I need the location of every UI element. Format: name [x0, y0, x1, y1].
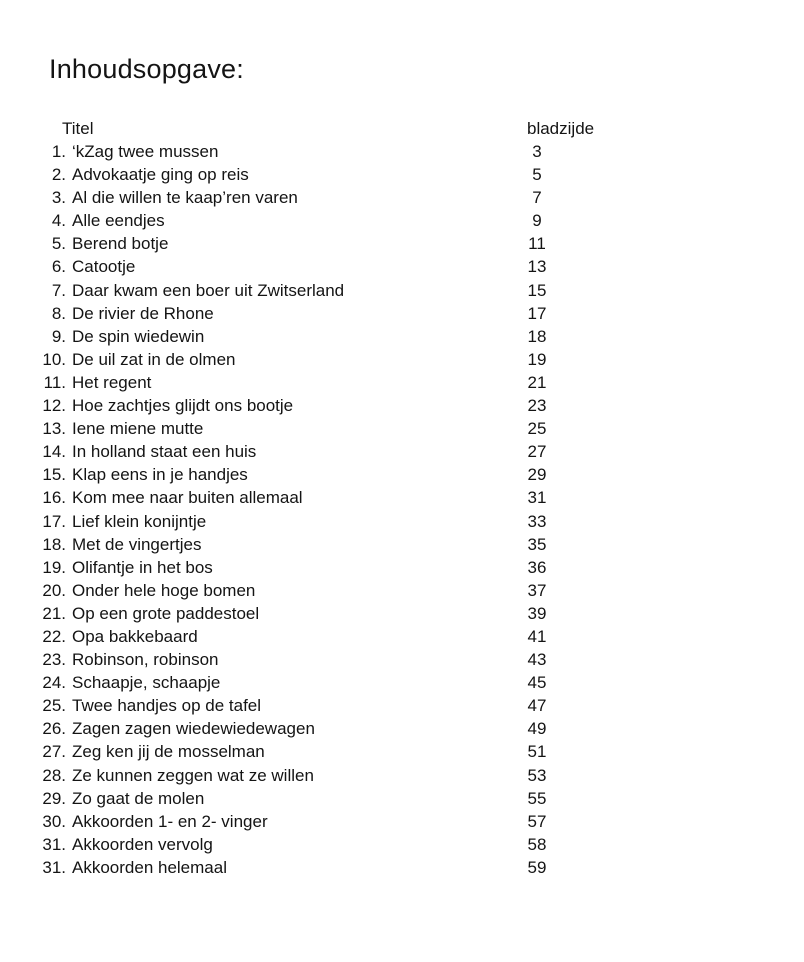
toc-row	[30, 440, 567, 463]
toc-header-row	[30, 117, 595, 140]
toc-row	[30, 255, 567, 278]
toc-entry-title: Advokaatje ging op reis	[72, 165, 249, 185]
toc-entry-number: 12.	[42, 396, 66, 416]
toc-row	[30, 625, 567, 648]
table-of-contents	[30, 117, 595, 879]
toc-entry-title: Zeg ken jij de mosselman	[72, 742, 265, 762]
toc-entry-number: 30.	[42, 811, 66, 831]
toc-entry-page: 57	[527, 811, 547, 831]
toc-entry-number: 15.	[42, 465, 66, 485]
toc-entry-page: 23	[527, 396, 547, 416]
toc-entry-page: 15	[527, 280, 547, 300]
toc-entry-title: Opa bakkebaard	[72, 626, 198, 646]
toc-entry-page: 21	[527, 372, 547, 392]
toc-entry-number: 20.	[42, 580, 66, 600]
toc-entry-title: Zagen zagen wiedewiedewagen	[72, 719, 315, 739]
toc-entry-page: 18	[527, 326, 547, 346]
toc-entry-number: 1.	[51, 142, 66, 161]
toc-entry-page: 53	[527, 765, 547, 785]
toc-row	[30, 463, 567, 486]
toc-row	[30, 417, 567, 440]
toc-entry-page: 11	[528, 234, 546, 254]
toc-entry-page: 51	[527, 742, 547, 762]
toc-entry-title: Klap eens in je handjes	[72, 465, 248, 485]
toc-entry-number: 28.	[42, 765, 66, 785]
toc-entry-number: 31.	[42, 834, 66, 854]
toc-row	[30, 186, 567, 209]
toc-entry-number: 5.	[51, 234, 66, 254]
toc-entry-number: 23.	[42, 650, 66, 670]
toc-entry-page: 7	[532, 188, 542, 208]
toc-entry-number: 10.	[42, 349, 66, 369]
toc-entry-page: 45	[527, 673, 547, 693]
toc-entry-page: 9	[532, 211, 542, 231]
toc-entry-number: 9.	[51, 326, 66, 346]
toc-column-header-title: Titel	[62, 119, 94, 138]
toc-entry-number: 14.	[42, 442, 66, 462]
toc-entry-title: Akkoorden helemaal	[72, 857, 227, 877]
toc-entry-title: Daar kwam een boer uit Zwitserland	[72, 280, 345, 300]
toc-entry-number: 24.	[42, 673, 66, 693]
toc-entry-title: De rivier de Rhone	[72, 303, 214, 323]
toc-entry-page: 5	[532, 165, 542, 185]
toc-entry-title: Catootje	[72, 257, 136, 277]
toc-entry-number: 2.	[51, 165, 66, 185]
toc-entry-page: 49	[527, 719, 547, 739]
toc-row	[30, 717, 567, 740]
toc-row	[30, 302, 567, 325]
toc-row	[30, 579, 567, 602]
toc-entry-page: 37	[527, 580, 547, 600]
toc-entry-title: Akkoorden 1- en 2- vinger	[72, 811, 268, 831]
toc-row	[30, 533, 567, 556]
toc-entry-title: De spin wiedewin	[72, 326, 205, 346]
toc-entry-title: Kom mee naar buiten allemaal	[72, 488, 303, 508]
toc-row	[30, 556, 567, 579]
toc-entry-page: 43	[527, 650, 547, 670]
toc-entry-page: 29	[527, 465, 547, 485]
toc-entry-page: 47	[527, 696, 547, 716]
toc-entry-title: Hoe zachtjes glijdt ons bootje	[72, 396, 294, 416]
toc-entry-number: 13.	[42, 419, 66, 439]
toc-row	[30, 764, 567, 787]
toc-row	[30, 279, 567, 302]
toc-entry-number: 26.	[42, 719, 66, 739]
toc-row	[30, 648, 567, 671]
toc-entry-page: 39	[527, 603, 547, 623]
toc-entry-title: Het regent	[72, 372, 152, 392]
toc-entry-title: Twee handjes op de tafel	[72, 696, 262, 716]
toc-entry-number: 19.	[42, 557, 66, 577]
toc-entry-page: 59	[527, 857, 547, 877]
toc-entry-title: Onder hele hoge bomen	[72, 580, 256, 600]
toc-entry-number: 16.	[42, 488, 66, 508]
toc-entry-title: Akkoorden vervolg	[72, 834, 213, 854]
toc-row	[30, 671, 567, 694]
toc-row	[30, 325, 567, 348]
toc-row	[30, 740, 567, 763]
toc-entry-page: 13	[527, 257, 547, 277]
toc-row	[30, 510, 567, 533]
toc-entry-page: 36	[527, 557, 547, 577]
toc-row	[30, 694, 567, 717]
toc-entry-page: 41	[527, 626, 547, 646]
toc-row	[30, 787, 567, 810]
toc-entry-title: Lief klein konijntje	[72, 511, 207, 531]
toc-entry-number: 18.	[42, 534, 66, 554]
toc-entry-number: 21.	[42, 603, 66, 623]
toc-row	[30, 602, 567, 625]
toc-entry-title: Op een grote paddestoel	[72, 603, 260, 623]
toc-entry-number: 31.	[42, 857, 66, 877]
toc-entry-title: De uil zat in de olmen	[72, 349, 236, 369]
toc-entry-page: 31	[527, 488, 547, 508]
toc-row	[30, 232, 567, 255]
toc-entry-page: 33	[527, 511, 547, 531]
toc-entry-page: 35	[527, 534, 547, 554]
page-title: Inhoudsopgave:	[49, 54, 244, 84]
toc-row	[30, 209, 567, 232]
toc-entry-page: 58	[527, 834, 547, 854]
toc-entry-page: 25	[527, 419, 547, 439]
toc-entry-number: 11.	[43, 372, 66, 392]
toc-entry-title: Zo gaat de molen	[72, 788, 205, 808]
toc-entry-page: 55	[527, 788, 547, 808]
toc-entry-number: 17.	[42, 511, 66, 531]
toc-entry-title: Iene miene mutte	[72, 419, 204, 439]
toc-row	[30, 856, 567, 879]
toc-entry-number: 29.	[42, 788, 66, 808]
toc-entry-number: 4.	[51, 211, 66, 231]
toc-entry-number: 6.	[51, 257, 66, 277]
toc-column-header-page: bladzijde	[527, 119, 595, 138]
toc-row	[30, 810, 567, 833]
toc-row	[30, 371, 567, 394]
toc-entry-title: Al die willen te kaap’ren varen	[72, 188, 298, 208]
toc-entry-title: Berend botje	[72, 234, 169, 254]
toc-entry-title: Met de vingertjes	[72, 534, 202, 554]
toc-entry-page: 19	[527, 349, 547, 369]
toc-entry-number: 25.	[42, 696, 66, 716]
toc-entry-page: 3	[532, 142, 542, 161]
toc-entry-title: Olifantje in het bos	[72, 557, 213, 577]
toc-entry-title: In holland staat een huis	[72, 442, 257, 462]
toc-entry-title: Robinson, robinson	[72, 650, 219, 670]
toc-row	[30, 163, 567, 186]
toc-entry-number: 8.	[51, 303, 66, 323]
toc-entry-title: Ze kunnen zeggen wat ze willen	[72, 765, 314, 785]
toc-row	[30, 394, 567, 417]
toc-entry-title: Schaapje, schaapje	[72, 673, 221, 693]
toc-entry-number: 7.	[51, 280, 66, 300]
toc-entry-number: 22.	[42, 626, 66, 646]
toc-entry-number: 3.	[51, 188, 66, 208]
toc-entry-page: 17	[527, 303, 547, 323]
toc-row	[30, 140, 567, 163]
toc-row	[30, 833, 567, 856]
toc-row	[30, 486, 567, 509]
toc-entry-page: 27	[527, 442, 547, 462]
toc-entry-title: ‘kZag twee mussen	[72, 142, 219, 161]
toc-row	[30, 348, 567, 371]
toc-entry-title: Alle eendjes	[72, 211, 165, 231]
toc-entry-number: 27.	[42, 742, 66, 762]
toc-entry-list	[30, 140, 567, 879]
